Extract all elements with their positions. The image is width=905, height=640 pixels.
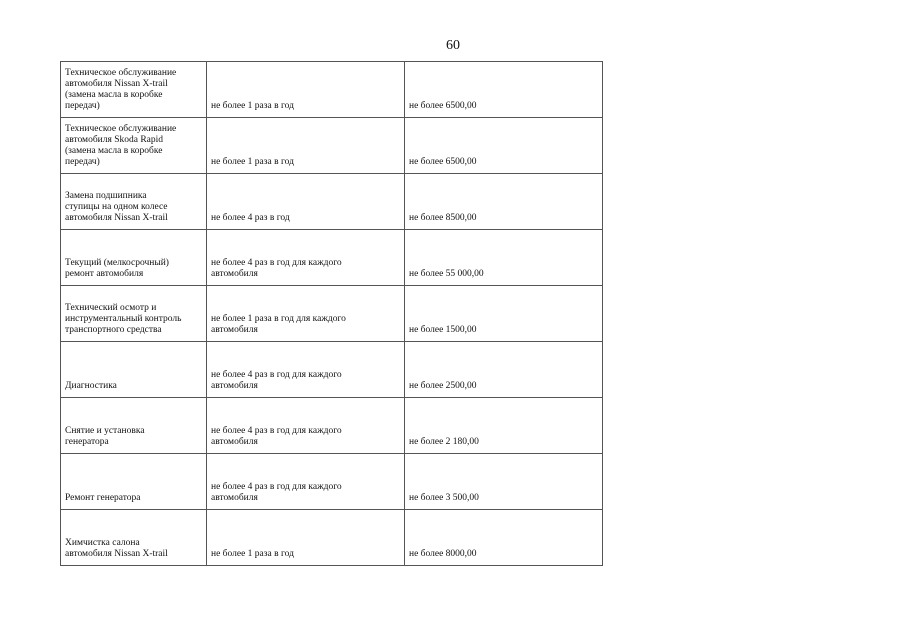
table-row: [61, 454, 603, 510]
frequency-cell: не более 1 раза в год: [207, 62, 405, 118]
service-cell: Техническое обслуживание автомобиля Nissan X-trail (замена масла в коробке передач): [61, 62, 207, 118]
frequency-cell: не более 4 раз в год для каждого автомобиля: [207, 342, 405, 398]
price-cell: не более 2 180,00: [405, 398, 603, 454]
price-cell: не более 6500,00: [405, 118, 603, 174]
frequency-cell: не более 4 раз в год для каждого автомобиля: [207, 230, 405, 286]
services-table: [60, 61, 603, 566]
page-number: 60: [446, 38, 460, 53]
service-cell: Ремонт генератора: [61, 454, 207, 510]
price-cell: не более 3 500,00: [405, 454, 603, 510]
frequency-cell: не более 1 раза в год: [207, 510, 405, 566]
table-row: [61, 230, 603, 286]
table-row: [61, 118, 603, 174]
service-cell: Замена подшипника ступицы на одном колесе автомобиля Nissan X-trail: [61, 174, 207, 230]
price-cell: не более 6500,00: [405, 62, 603, 118]
price-cell: не более 1500,00: [405, 286, 603, 342]
frequency-cell: не более 4 раз в год для каждого автомобиля: [207, 398, 405, 454]
table-row: [61, 398, 603, 454]
frequency-cell: не более 4 раз в год: [207, 174, 405, 230]
table-row: [61, 174, 603, 230]
table-row: [61, 342, 603, 398]
table-row: [61, 510, 603, 566]
frequency-cell: не более 1 раза в год для каждого автомобиля: [207, 286, 405, 342]
table-row: [61, 286, 603, 342]
price-cell: не более 2500,00: [405, 342, 603, 398]
service-cell: Технический осмотр и инструментальный контроль транспортного средства: [61, 286, 207, 342]
table-row: [61, 62, 603, 118]
price-cell: не более 8500,00: [405, 174, 603, 230]
service-cell: Снятие и установка генератора: [61, 398, 207, 454]
frequency-cell: не более 1 раза в год: [207, 118, 405, 174]
service-cell: Химчистка салона автомобиля Nissan X-trail: [61, 510, 207, 566]
service-cell: Техническое обслуживание автомобиля Skoda Rapid (замена масла в коробке передач): [61, 118, 207, 174]
frequency-cell: не более 4 раз в год для каждого автомобиля: [207, 454, 405, 510]
service-cell: Диагностика: [61, 342, 207, 398]
price-cell: не более 55 000,00: [405, 230, 603, 286]
service-cell: Текущий (мелкосрочный) ремонт автомобиля: [61, 230, 207, 286]
price-cell: не более 8000,00: [405, 510, 603, 566]
